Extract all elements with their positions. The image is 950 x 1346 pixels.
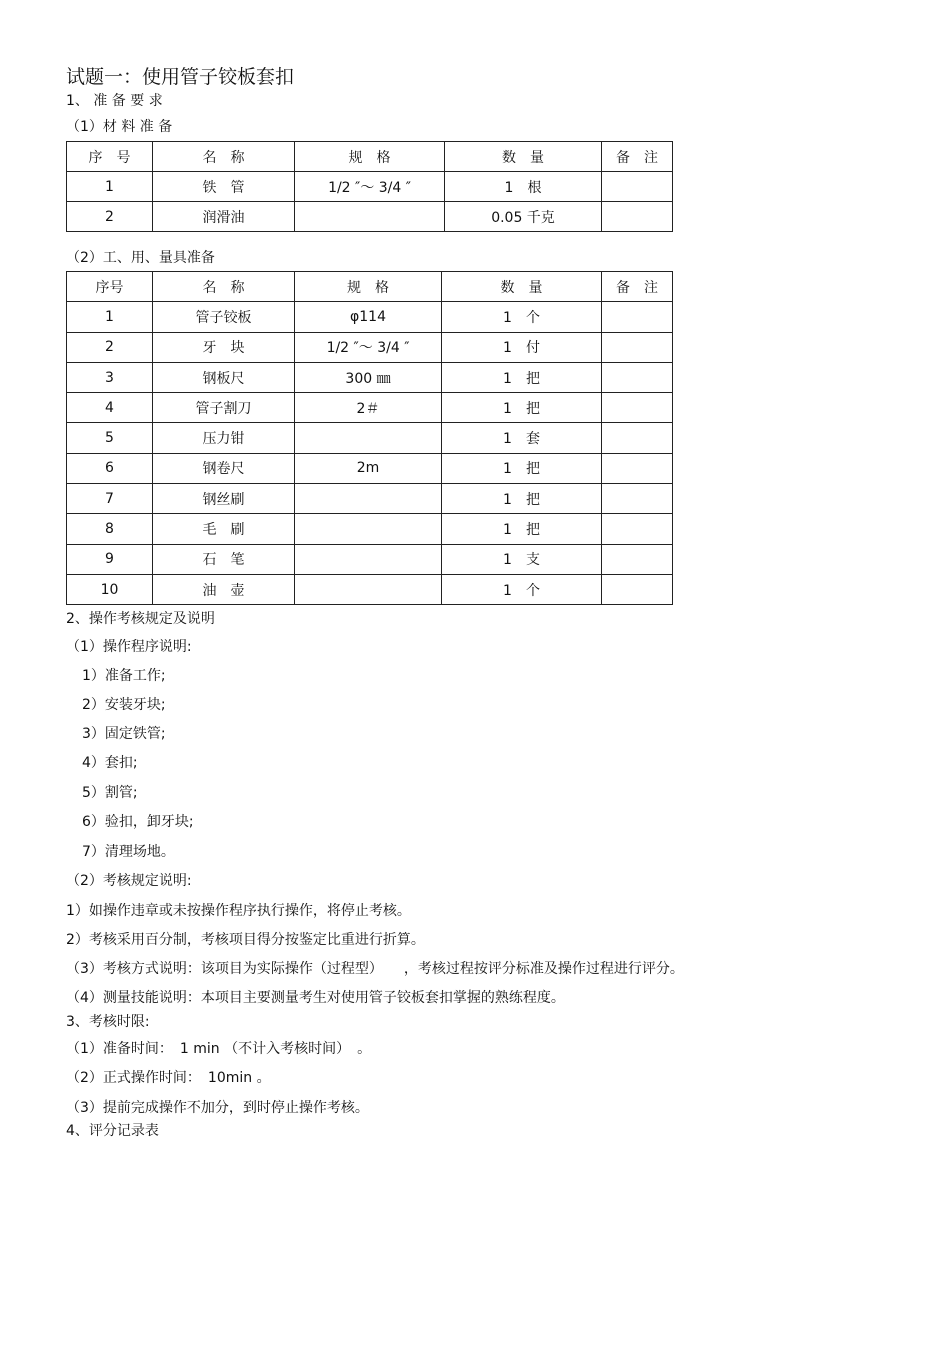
cell: 油 壶 (153, 574, 295, 604)
cell: 1 (67, 302, 153, 332)
cell: 3 (67, 362, 153, 392)
header-cell: 数 量 (445, 142, 602, 172)
time-item: （1）准备时间： 1 min （不计入考核时间） 。 (66, 1041, 372, 1057)
table-row (67, 453, 673, 483)
cell (602, 574, 673, 604)
cell: 4 (67, 393, 153, 423)
cell (295, 574, 442, 604)
cell: 管子割刀 (153, 393, 295, 423)
cell: 10 (67, 574, 153, 604)
time-item: （3）提前完成操作不加分，到时停止操作考核。 (66, 1100, 369, 1116)
cell (295, 484, 442, 514)
cell: 1 根 (445, 172, 602, 202)
cell: 5 (67, 423, 153, 453)
cell: 2 (67, 332, 153, 362)
table-row (67, 393, 673, 423)
page-title: 试题一：使用管子铰板套扣 (66, 66, 295, 88)
section-2-4-text: （4）测量技能说明：本项目主要测量考生对使用管子铰板套扣掌握的熟练程度。 (66, 990, 565, 1006)
cell: 6 (67, 453, 153, 483)
table-header-row (67, 142, 673, 172)
cell (602, 544, 673, 574)
cell: 钢板尺 (153, 362, 295, 392)
cell: 1 套 (442, 423, 602, 453)
cell (602, 362, 673, 392)
cell: 1/2 ″～ 3/4 ″ (295, 332, 442, 362)
table-row (67, 332, 673, 362)
cell: 润滑油 (153, 202, 295, 232)
list-item: 6）验扣，卸牙块; (82, 814, 194, 830)
section-1-1-heading: （1）材 料 准 备 (66, 119, 173, 135)
cell: 1 (67, 172, 153, 202)
table-row (67, 484, 673, 514)
table-row (67, 172, 673, 202)
section-1-2-heading: （2）工、用、量具准备 (66, 250, 215, 266)
cell: 1 把 (442, 393, 602, 423)
table-row (67, 514, 673, 544)
rule-item: 1）如操作违章或未按操作程序执行操作，将停止考核。 (66, 903, 411, 919)
cell: 1 把 (442, 484, 602, 514)
cell (295, 423, 442, 453)
cell (602, 332, 673, 362)
cell: 牙 块 (153, 332, 295, 362)
cell: 1 个 (442, 574, 602, 604)
list-item: 5）割管; (82, 785, 138, 801)
table-row (67, 202, 673, 232)
cell: 8 (67, 514, 153, 544)
header-cell: 备 注 (602, 272, 673, 302)
cell (602, 202, 673, 232)
cell (602, 423, 673, 453)
cell: 300 ㎜ (295, 362, 442, 392)
table-row (67, 302, 673, 332)
cell (602, 484, 673, 514)
cell: 毛 刷 (153, 514, 295, 544)
header-cell: 名 称 (153, 272, 295, 302)
cell: 1 把 (442, 514, 602, 544)
list-item: 1）准备工作; (82, 668, 166, 684)
section-2-3-text: （3）考核方式说明：该项目为实际操作（过程型） ，考核过程按评分标准及操作过程进行评分。 (66, 961, 684, 977)
cell: 1 个 (442, 302, 602, 332)
cell (602, 302, 673, 332)
cell: 0.05 千克 (445, 202, 602, 232)
cell: 2 (67, 202, 153, 232)
table-row (67, 423, 673, 453)
cell: 1 把 (442, 362, 602, 392)
table-row (67, 574, 673, 604)
cell: 管子铰板 (153, 302, 295, 332)
table-header-row (67, 272, 673, 302)
section-2-2-heading: （2）考核规定说明: (66, 873, 192, 889)
cell: φ114 (295, 302, 442, 332)
cell (602, 453, 673, 483)
section-1-heading: 1、 准 备 要 求 (66, 93, 163, 109)
cell: 铁 管 (153, 172, 295, 202)
header-cell: 规 格 (295, 142, 445, 172)
section-2-1-heading: （1）操作程序说明: (66, 639, 192, 655)
cell: 1 付 (442, 332, 602, 362)
cell: 9 (67, 544, 153, 574)
list-item: 2）安装牙块; (82, 697, 166, 713)
cell: 2＃ (295, 393, 442, 423)
section-2-heading: 2、操作考核规定及说明 (66, 611, 215, 627)
cell: 1/2 ″～ 3/4 ″ (295, 172, 445, 202)
cell (602, 393, 673, 423)
cell (602, 514, 673, 544)
cell: 石 笔 (153, 544, 295, 574)
header-cell: 备 注 (602, 142, 673, 172)
cell: 钢卷尺 (153, 453, 295, 483)
cell (295, 544, 442, 574)
table-row (67, 362, 673, 392)
time-item: （2）正式操作时间： 10min 。 (66, 1070, 271, 1086)
list-item: 4）套扣; (82, 755, 138, 771)
list-item: 7）清理场地。 (82, 844, 175, 860)
cell: 1 把 (442, 453, 602, 483)
cell (602, 172, 673, 202)
section-3-heading: 3、考核时限: (66, 1014, 150, 1030)
list-item: 3）固定铁管; (82, 726, 166, 742)
cell: 2m (295, 453, 442, 483)
materials-table (66, 141, 673, 232)
rule-item: 2）考核采用百分制，考核项目得分按鉴定比重进行折算。 (66, 932, 425, 948)
cell: 7 (67, 484, 153, 514)
header-cell: 序 号 (67, 142, 153, 172)
table-row (67, 544, 673, 574)
cell: 压力钳 (153, 423, 295, 453)
cell (295, 514, 442, 544)
tools-table (66, 271, 673, 605)
header-cell: 规 格 (295, 272, 442, 302)
header-cell: 序号 (67, 272, 153, 302)
header-cell: 数 量 (442, 272, 602, 302)
cell: 1 支 (442, 544, 602, 574)
cell: 钢丝刷 (153, 484, 295, 514)
section-4-heading: 4、评分记录表 (66, 1123, 159, 1139)
header-cell: 名 称 (153, 142, 295, 172)
cell (295, 202, 445, 232)
